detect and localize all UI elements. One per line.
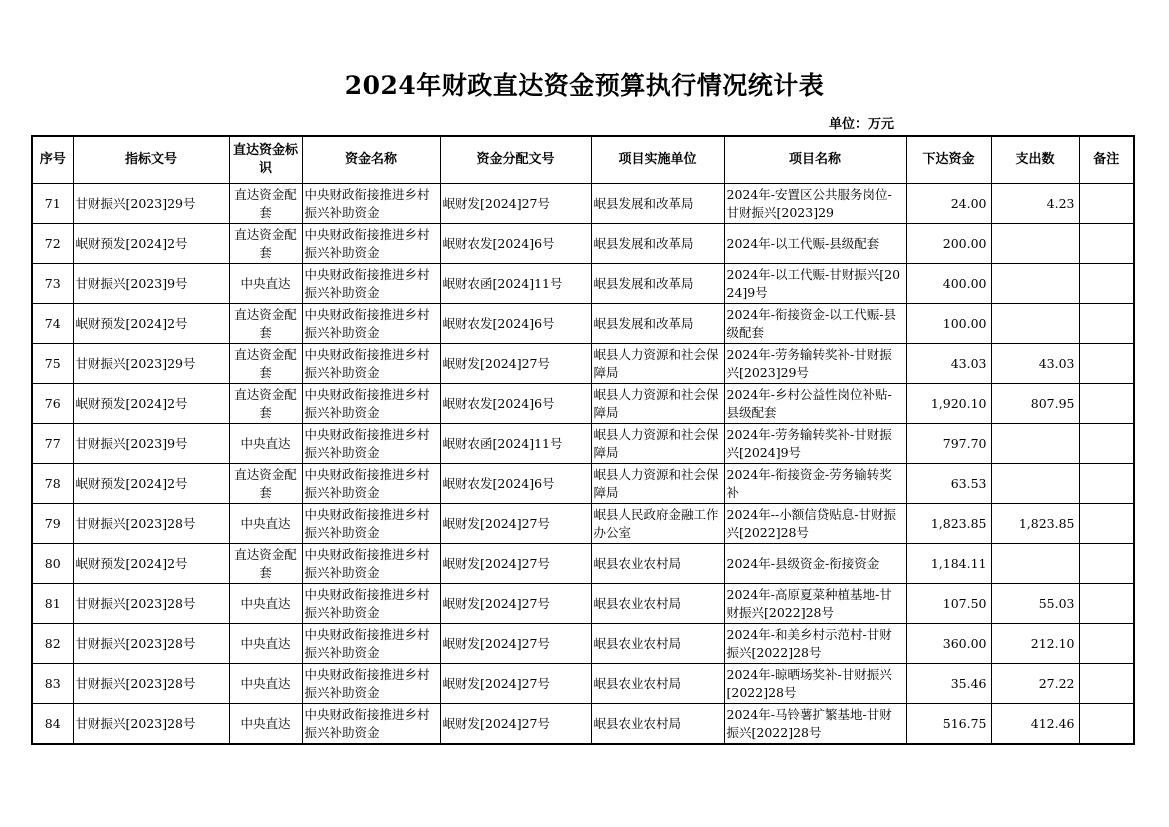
table-row — [32, 584, 1134, 624]
cell-spent — [991, 264, 1079, 304]
cell-doc: 甘财振兴[2023]9号 — [73, 424, 229, 464]
header-no: 序号 — [32, 136, 73, 184]
cell-fund: 中央财政衔接推进乡村振兴补助资金 — [302, 424, 440, 464]
cell-doc: 甘财振兴[2023]29号 — [73, 184, 229, 224]
cell-project: 2024年-和美乡村示范村-甘财振兴[2022]28号 — [724, 624, 906, 664]
cell-unit: 岷县人民政府金融工作办公室 — [591, 504, 724, 544]
cell-project: 2024年-以工代赈-甘财振兴[2024]9号 — [724, 264, 906, 304]
cell-project: 2024年-劳务输转奖补-甘财振兴[2024]9号 — [724, 424, 906, 464]
cell-note — [1079, 184, 1134, 224]
cell-note — [1079, 504, 1134, 544]
cell-spent: 212.10 — [991, 624, 1079, 664]
cell-fund: 中央财政衔接推进乡村振兴补助资金 — [302, 504, 440, 544]
cell-project: 2024年-安置区公共服务岗位-甘财振兴[2023]29 — [724, 184, 906, 224]
cell-alloc: 岷财农函[2024]11号 — [440, 424, 591, 464]
cell-unit: 岷县人力资源和社会保障局 — [591, 384, 724, 424]
cell-project: 2024年-县级资金-衔接资金 — [724, 544, 906, 584]
cell-no: 74 — [32, 304, 73, 344]
cell-alloc: 岷财发[2024]27号 — [440, 184, 591, 224]
budget-table — [31, 135, 1135, 745]
header-flag: 直达资金标识 — [229, 136, 302, 184]
cell-project: 2024年-以工代赈-县级配套 — [724, 224, 906, 264]
cell-project: 2024年-衔接资金-劳务输转奖补 — [724, 464, 906, 504]
cell-alloc: 岷财农函[2024]11号 — [440, 264, 591, 304]
cell-doc: 岷财预发[2024]2号 — [73, 464, 229, 504]
cell-spent: 27.22 — [991, 664, 1079, 704]
cell-flag: 直达资金配套 — [229, 184, 302, 224]
cell-flag: 中央直达 — [229, 664, 302, 704]
cell-issued: 1,823.85 — [906, 504, 991, 544]
cell-note — [1079, 664, 1134, 704]
cell-note — [1079, 584, 1134, 624]
header-fund: 资金名称 — [302, 136, 440, 184]
cell-fund: 中央财政衔接推进乡村振兴补助资金 — [302, 704, 440, 745]
table-row — [32, 544, 1134, 584]
cell-issued: 200.00 — [906, 224, 991, 264]
cell-fund: 中央财政衔接推进乡村振兴补助资金 — [302, 624, 440, 664]
cell-unit: 岷县发展和改革局 — [591, 304, 724, 344]
cell-no: 76 — [32, 384, 73, 424]
cell-note — [1079, 704, 1134, 745]
cell-fund: 中央财政衔接推进乡村振兴补助资金 — [302, 264, 440, 304]
table-row — [32, 624, 1134, 664]
cell-flag: 直达资金配套 — [229, 224, 302, 264]
cell-doc: 甘财振兴[2023]28号 — [73, 624, 229, 664]
table-row — [32, 344, 1134, 384]
cell-flag: 直达资金配套 — [229, 464, 302, 504]
cell-issued: 24.00 — [906, 184, 991, 224]
cell-unit: 岷县农业农村局 — [591, 544, 724, 584]
cell-alloc: 岷财发[2024]27号 — [440, 664, 591, 704]
cell-flag: 中央直达 — [229, 504, 302, 544]
cell-alloc: 岷财农发[2024]6号 — [440, 224, 591, 264]
cell-unit: 岷县农业农村局 — [591, 624, 724, 664]
unit-label: 单位：万元 — [828, 117, 894, 132]
cell-issued: 1,920.10 — [906, 384, 991, 424]
cell-spent — [991, 544, 1079, 584]
cell-unit: 岷县农业农村局 — [591, 584, 724, 624]
cell-flag: 中央直达 — [229, 624, 302, 664]
cell-spent: 43.03 — [991, 344, 1079, 384]
cell-issued: 107.50 — [906, 584, 991, 624]
cell-project: 2024年-晾晒场奖补-甘财振兴[2022]28号 — [724, 664, 906, 704]
cell-doc: 甘财振兴[2023]28号 — [73, 504, 229, 544]
cell-spent — [991, 424, 1079, 464]
cell-no: 80 — [32, 544, 73, 584]
cell-unit: 岷县发展和改革局 — [591, 264, 724, 304]
cell-alloc: 岷财农发[2024]6号 — [440, 464, 591, 504]
cell-alloc: 岷财发[2024]27号 — [440, 584, 591, 624]
header-spent: 支出数 — [991, 136, 1079, 184]
cell-note — [1079, 344, 1134, 384]
header-doc: 指标文号 — [73, 136, 229, 184]
cell-spent: 807.95 — [991, 384, 1079, 424]
cell-note — [1079, 624, 1134, 664]
cell-project: 2024年-衔接资金-以工代赈-县级配套 — [724, 304, 906, 344]
cell-doc: 甘财振兴[2023]9号 — [73, 264, 229, 304]
cell-note — [1079, 384, 1134, 424]
cell-unit: 岷县农业农村局 — [591, 704, 724, 745]
table-row — [32, 664, 1134, 704]
cell-note — [1079, 544, 1134, 584]
cell-no: 73 — [32, 264, 73, 304]
cell-fund: 中央财政衔接推进乡村振兴补助资金 — [302, 344, 440, 384]
cell-no: 79 — [32, 504, 73, 544]
page-title: 2024年财政直达资金预算执行情况统计表 — [344, 71, 825, 100]
cell-doc: 甘财振兴[2023]29号 — [73, 344, 229, 384]
cell-fund: 中央财政衔接推进乡村振兴补助资金 — [302, 224, 440, 264]
cell-flag: 直达资金配套 — [229, 344, 302, 384]
cell-no: 72 — [32, 224, 73, 264]
cell-flag: 直达资金配套 — [229, 544, 302, 584]
cell-unit: 岷县发展和改革局 — [591, 224, 724, 264]
table-row — [32, 224, 1134, 264]
cell-flag: 中央直达 — [229, 424, 302, 464]
cell-issued: 1,184.11 — [906, 544, 991, 584]
cell-issued: 100.00 — [906, 304, 991, 344]
header-issued: 下达资金 — [906, 136, 991, 184]
cell-fund: 中央财政衔接推进乡村振兴补助资金 — [302, 304, 440, 344]
cell-doc: 岷财预发[2024]2号 — [73, 304, 229, 344]
cell-spent: 1,823.85 — [991, 504, 1079, 544]
cell-unit: 岷县人力资源和社会保障局 — [591, 464, 724, 504]
cell-no: 82 — [32, 624, 73, 664]
cell-spent — [991, 304, 1079, 344]
cell-note — [1079, 264, 1134, 304]
cell-issued: 516.75 — [906, 704, 991, 745]
cell-spent: 412.46 — [991, 704, 1079, 745]
cell-alloc: 岷财发[2024]27号 — [440, 544, 591, 584]
header-alloc: 资金分配文号 — [440, 136, 591, 184]
cell-fund: 中央财政衔接推进乡村振兴补助资金 — [302, 184, 440, 224]
cell-project: 2024年--小额信贷贴息-甘财振兴[2022]28号 — [724, 504, 906, 544]
cell-spent — [991, 464, 1079, 504]
cell-spent: 4.23 — [991, 184, 1079, 224]
table-row — [32, 384, 1134, 424]
cell-project: 2024年-乡村公益性岗位补贴-县级配套 — [724, 384, 906, 424]
cell-fund: 中央财政衔接推进乡村振兴补助资金 — [302, 664, 440, 704]
cell-no: 77 — [32, 424, 73, 464]
cell-fund: 中央财政衔接推进乡村振兴补助资金 — [302, 544, 440, 584]
cell-doc: 甘财振兴[2023]28号 — [73, 584, 229, 624]
cell-alloc: 岷财农发[2024]6号 — [440, 384, 591, 424]
table-row — [32, 504, 1134, 544]
table-header-row — [32, 136, 1134, 184]
cell-doc: 甘财振兴[2023]28号 — [73, 704, 229, 745]
header-unit: 项目实施单位 — [591, 136, 724, 184]
cell-alloc: 岷财发[2024]27号 — [440, 704, 591, 745]
cell-no: 81 — [32, 584, 73, 624]
table-row — [32, 464, 1134, 504]
cell-no: 83 — [32, 664, 73, 704]
cell-spent: 55.03 — [991, 584, 1079, 624]
cell-note — [1079, 424, 1134, 464]
cell-alloc: 岷财发[2024]27号 — [440, 624, 591, 664]
cell-project: 2024年-劳务输转奖补-甘财振兴[2023]29号 — [724, 344, 906, 384]
cell-issued: 35.46 — [906, 664, 991, 704]
cell-issued: 797.70 — [906, 424, 991, 464]
header-note: 备注 — [1079, 136, 1134, 184]
cell-flag: 中央直达 — [229, 264, 302, 304]
cell-no: 71 — [32, 184, 73, 224]
cell-doc: 岷财预发[2024]2号 — [73, 224, 229, 264]
cell-issued: 63.53 — [906, 464, 991, 504]
cell-alloc: 岷财农发[2024]6号 — [440, 304, 591, 344]
cell-doc: 岷财预发[2024]2号 — [73, 544, 229, 584]
table-row — [32, 704, 1134, 745]
cell-no: 75 — [32, 344, 73, 384]
cell-doc: 甘财振兴[2023]28号 — [73, 664, 229, 704]
cell-fund: 中央财政衔接推进乡村振兴补助资金 — [302, 584, 440, 624]
cell-note — [1079, 464, 1134, 504]
cell-flag: 直达资金配套 — [229, 384, 302, 424]
cell-unit: 岷县农业农村局 — [591, 664, 724, 704]
cell-issued: 43.03 — [906, 344, 991, 384]
cell-fund: 中央财政衔接推进乡村振兴补助资金 — [302, 464, 440, 504]
cell-project: 2024年-马铃薯扩繁基地-甘财振兴[2022]28号 — [724, 704, 906, 745]
table-row — [32, 424, 1134, 464]
table-row — [32, 184, 1134, 224]
cell-project: 2024年-高原夏菜种植基地-甘财振兴[2022]28号 — [724, 584, 906, 624]
cell-unit: 岷县人力资源和社会保障局 — [591, 344, 724, 384]
cell-flag: 中央直达 — [229, 704, 302, 745]
cell-fund: 中央财政衔接推进乡村振兴补助资金 — [302, 384, 440, 424]
cell-alloc: 岷财发[2024]27号 — [440, 344, 591, 384]
cell-flag: 中央直达 — [229, 584, 302, 624]
cell-doc: 岷财预发[2024]2号 — [73, 384, 229, 424]
table-row — [32, 264, 1134, 304]
cell-issued: 400.00 — [906, 264, 991, 304]
cell-spent — [991, 224, 1079, 264]
cell-issued: 360.00 — [906, 624, 991, 664]
cell-alloc: 岷财发[2024]27号 — [440, 504, 591, 544]
cell-unit: 岷县人力资源和社会保障局 — [591, 424, 724, 464]
cell-unit: 岷县发展和改革局 — [591, 184, 724, 224]
cell-note — [1079, 304, 1134, 344]
cell-flag: 直达资金配套 — [229, 304, 302, 344]
table-row — [32, 304, 1134, 344]
cell-no: 78 — [32, 464, 73, 504]
header-project: 项目名称 — [724, 136, 906, 184]
cell-no: 84 — [32, 704, 73, 745]
cell-note — [1079, 224, 1134, 264]
